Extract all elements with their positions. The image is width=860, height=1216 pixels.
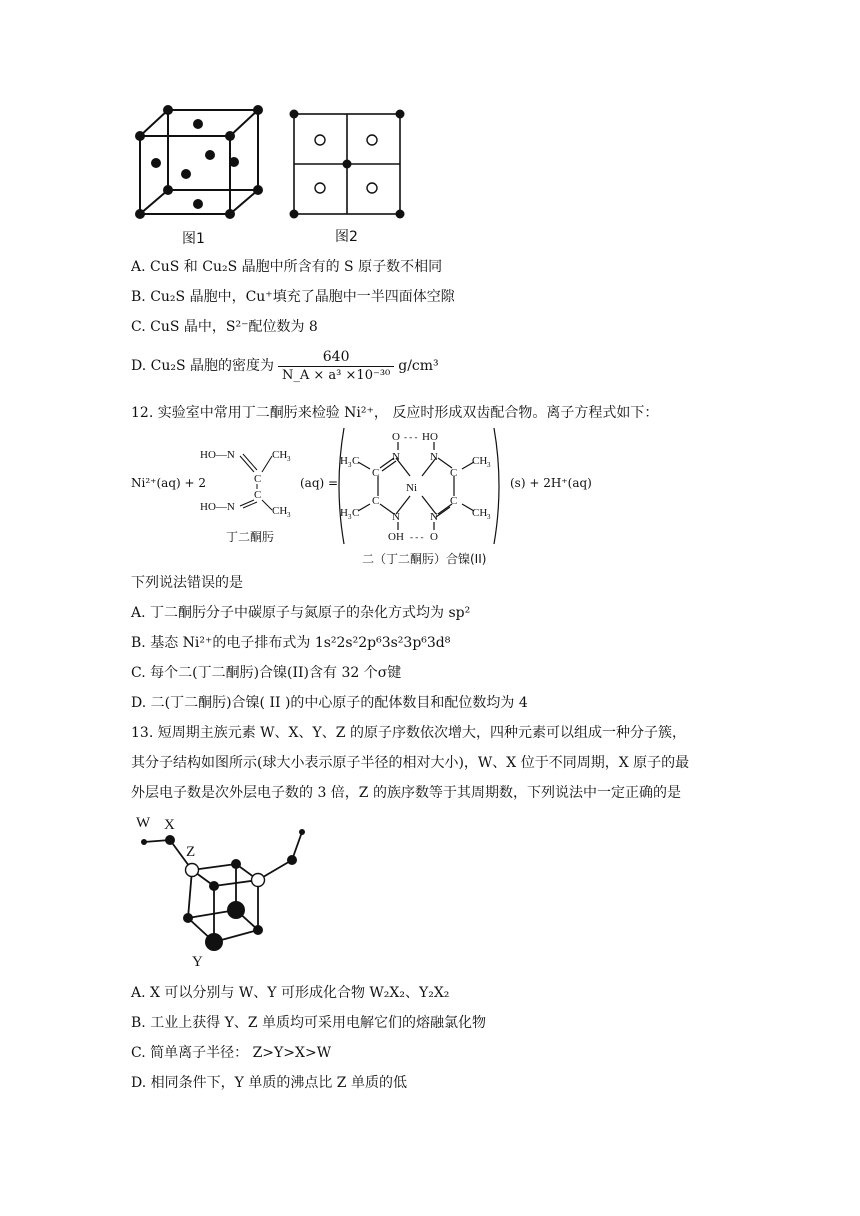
- q12-eq-left: Ni²⁺(aq) + 2: [131, 476, 206, 490]
- q11-option-a: A. CuS 和 Cu₂S 晶胞中所含有的 S 原子数不相同: [131, 259, 443, 275]
- atom-label-y: Y: [192, 954, 203, 970]
- svg-text:O: O: [430, 531, 438, 543]
- svg-text:N: N: [430, 511, 438, 523]
- q13-option-b: B. 工业上获得 Y、Z 单质均可采用电解它们的熔融氯化物: [131, 1015, 487, 1031]
- figure-1-crystal-cell: [130, 100, 275, 222]
- svg-text:CH: CH: [472, 507, 488, 519]
- svg-text:H: H: [340, 507, 348, 519]
- q12-eq-right: (s) + 2H⁺(aq): [510, 476, 592, 490]
- q12-prompt: 下列说法错误的是: [131, 575, 243, 591]
- svg-text:N: N: [430, 451, 438, 463]
- q11-option-d-prefix: D. Cu₂S 晶胞的密度为: [131, 358, 275, 374]
- svg-text:HO—N: HO—N: [200, 501, 235, 513]
- q13-option-c: C. 简单离子半径： Z>Y>X>W: [131, 1045, 332, 1061]
- svg-text:N: N: [392, 451, 400, 463]
- svg-text:C: C: [352, 507, 360, 519]
- svg-text:C: C: [450, 495, 458, 507]
- q12-option-c: C. 每个二(丁二酮肟)合镍(II)含有 32 个σ键: [131, 665, 402, 681]
- svg-text:HO: HO: [422, 431, 438, 443]
- svg-text:C: C: [450, 467, 458, 479]
- atom-label-z: Z: [186, 844, 196, 860]
- svg-text:H: H: [340, 455, 348, 467]
- q11-option-b: B. Cu₂S 晶胞中，Cu⁺填充了晶胞中一半四面体空隙: [131, 289, 455, 305]
- atom-label-x: X: [164, 817, 175, 833]
- q12-option-b: B. 基态 Ni²⁺的电子排布式为 1s²2s²2p⁶3s²3p⁶3d⁸: [131, 635, 451, 651]
- svg-text:3: 3: [487, 513, 491, 521]
- dimethylglyoxime-structure: [198, 444, 302, 524]
- svg-text:O: O: [392, 431, 400, 443]
- density-fraction: [278, 348, 394, 385]
- density-numerator: 640: [278, 348, 394, 367]
- q11-option-d: [131, 346, 439, 386]
- q13-stem-line-2: 其分子结构如图所示(球大小表示原子半径的相对大小)，W、X 位于不同周期，X 原子的最: [131, 755, 690, 771]
- figure-1-caption: 图1: [182, 231, 205, 247]
- figure-2-projection: [288, 108, 408, 222]
- q11-option-c: C. CuS 晶中，S²⁻配位数为 8: [131, 319, 318, 335]
- svg-text:3: 3: [348, 513, 352, 521]
- q13-option-d: D. 相同条件下，Y 单质的沸点比 Z 单质的低: [131, 1075, 407, 1091]
- svg-text:OH: OH: [388, 531, 404, 543]
- q13-stem-line-1: 13. 短周期主族元素 W、X、Y、Z 的原子序数依次增大，四种元素可以组成一种分子簇，: [131, 725, 686, 741]
- q13-stem-line-3: 外层电子数是次外层电子数的 3 倍，Z 的族序数等于其周期数，下列说法中一定正确的是: [131, 785, 681, 801]
- svg-text:CH: CH: [472, 455, 488, 467]
- svg-text:CH: CH: [272, 505, 288, 517]
- density-denominator: N_A × a³ ×10⁻³⁰: [282, 367, 391, 383]
- svg-text:Ni: Ni: [406, 482, 417, 494]
- nickel-complex-structure: [336, 424, 502, 548]
- svg-text:3: 3: [348, 461, 352, 469]
- atom-label-w: W: [136, 815, 151, 831]
- svg-text:CH: CH: [272, 449, 288, 461]
- svg-text:C: C: [372, 467, 380, 479]
- molecular-cluster-figure: [130, 812, 320, 974]
- complex-label: 二（丁二酮肟）合镍(II): [362, 552, 487, 566]
- q12-eq-mid: (aq) =: [300, 476, 339, 490]
- svg-text:C: C: [254, 489, 262, 501]
- dmg-label: 丁二酮肟: [226, 530, 275, 544]
- svg-text:- - -: - - -: [404, 432, 418, 442]
- svg-text:HO—N: HO—N: [200, 449, 235, 461]
- q12-option-d: D. 二(丁二酮肟)合镍( II )的中心原子的配体数目和配位数均为 4: [131, 695, 528, 711]
- svg-text:N: N: [392, 511, 400, 523]
- svg-text:3: 3: [487, 461, 491, 469]
- svg-text:- - -: - - -: [410, 532, 424, 542]
- q12-option-a: A. 丁二酮肟分子中碳原子与氮原子的杂化方式均为 sp²: [131, 605, 471, 621]
- figure-2-caption: 图2: [335, 229, 358, 245]
- density-unit: g/cm³: [398, 358, 439, 374]
- q13-option-a: A. X 可以分别与 W、Y 可形成化合物 W₂X₂、Y₂X₂: [131, 985, 450, 1001]
- svg-text:C: C: [254, 473, 262, 485]
- q12-stem: 12. 实验室中常用丁二酮肟来检验 Ni²⁺， 反应时形成双齿配合物。离子方程式如下：: [131, 405, 659, 421]
- svg-text:3: 3: [287, 511, 291, 519]
- svg-text:C: C: [352, 455, 360, 467]
- svg-text:C: C: [372, 495, 380, 507]
- svg-text:3: 3: [287, 455, 291, 463]
